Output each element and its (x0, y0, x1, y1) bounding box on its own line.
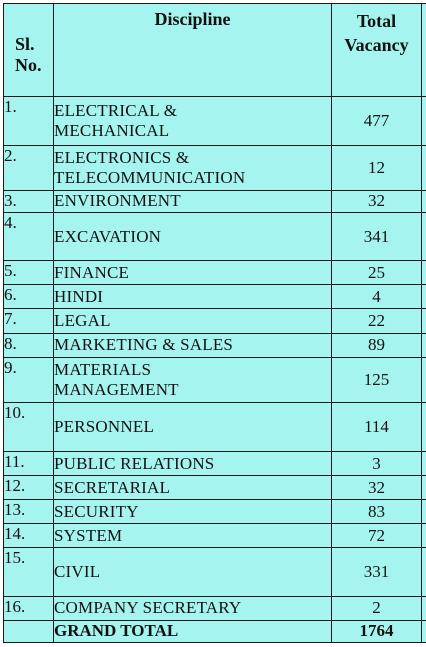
cell-sl-no: 13. (4, 500, 54, 524)
cell-sl-no: 15. (4, 548, 54, 596)
table-row (4, 500, 426, 524)
discipline-line1: PERSONNEL (54, 416, 155, 436)
cell-total-vacancy: 3 (332, 452, 422, 476)
header-sl-line2: No. (15, 55, 42, 75)
cell-total-vacancy: 12 (332, 145, 422, 190)
table-row (4, 476, 426, 500)
discipline-line1: ENVIRONMENT (54, 191, 181, 211)
cell-extra (422, 97, 426, 145)
cell-extra (422, 452, 426, 476)
cell-discipline (54, 333, 332, 357)
table-row (4, 596, 426, 620)
table-row (4, 97, 426, 145)
cell-extra (422, 476, 426, 500)
header-discipline: Discipline (54, 4, 332, 97)
table-row (4, 261, 426, 285)
cell-sl-no: 12. (4, 476, 54, 500)
discipline-line1: SECURITY (54, 501, 139, 521)
discipline-line1: ELECTRONICS & (54, 147, 190, 167)
discipline-line1: FINANCE (54, 262, 130, 282)
discipline-line1: SYSTEM (54, 525, 123, 545)
cell-sl-no: 1. (4, 97, 54, 145)
header-extra-cell (422, 4, 426, 97)
cell-sl-no: 7. (4, 309, 54, 333)
cell-discipline (54, 476, 332, 500)
cell-extra (422, 357, 426, 402)
table-row (4, 285, 426, 309)
cell-sl-no: 5. (4, 261, 54, 285)
header-vac-line2: Vacancy (344, 35, 409, 55)
cell-discipline (54, 596, 332, 620)
cell-extra (422, 620, 426, 642)
cell-discipline (54, 548, 332, 596)
cell-discipline (54, 97, 332, 145)
cell-discipline (54, 212, 332, 260)
cell-sl-no: 9. (4, 357, 54, 402)
discipline-line1: EXCAVATION (54, 226, 162, 246)
discipline-line1: CIVIL (54, 562, 101, 582)
cell-total-vacancy: 4 (332, 285, 422, 309)
cell-sl-no: 3. (4, 190, 54, 212)
cell-discipline (54, 285, 332, 309)
cell-extra (422, 145, 426, 190)
cell-extra (422, 190, 426, 212)
cell-extra (422, 212, 426, 260)
table-row (4, 452, 426, 476)
grand-total-label: GRAND TOTAL (54, 620, 332, 642)
cell-extra (422, 524, 426, 548)
cell-extra (422, 309, 426, 333)
discipline-line1: MARKETING & SALES (54, 335, 234, 355)
cell-discipline (54, 145, 332, 190)
cell-discipline (54, 261, 332, 285)
vacancy-table (3, 3, 426, 643)
table-row (4, 357, 426, 402)
cell-total-vacancy: 125 (332, 357, 422, 402)
cell-total-vacancy: 331 (332, 548, 422, 596)
cell-extra (422, 261, 426, 285)
discipline-line1: ELECTRICAL & (54, 101, 178, 121)
discipline-line1: COMPANY SECRETARY (54, 598, 242, 618)
cell-total-vacancy: 25 (332, 261, 422, 285)
table-row (4, 190, 426, 212)
cell-extra (422, 500, 426, 524)
cell-total-vacancy: 477 (332, 97, 422, 145)
table-row (4, 212, 426, 260)
cell-discipline (54, 402, 332, 451)
cell-total-vacancy: 114 (332, 402, 422, 451)
header-sl-no (4, 4, 54, 97)
table-header-row (4, 4, 426, 97)
cell-discipline (54, 357, 332, 402)
cell-extra (422, 596, 426, 620)
grand-total-row (4, 620, 426, 642)
discipline-line2: TELECOMMUNICATION (54, 167, 246, 187)
cell-sl-no: 16. (4, 596, 54, 620)
cell-sl-no: 2. (4, 145, 54, 190)
cell-total-vacancy: 32 (332, 476, 422, 500)
cell-total-blank (4, 620, 54, 642)
cell-sl-no: 11. (4, 452, 54, 476)
discipline-line2: MECHANICAL (54, 121, 170, 141)
cell-total-vacancy: 2 (332, 596, 422, 620)
cell-sl-no: 6. (4, 285, 54, 309)
cell-extra (422, 333, 426, 357)
grand-total-value: 1764 (332, 620, 422, 642)
table-row (4, 548, 426, 596)
cell-total-vacancy: 22 (332, 309, 422, 333)
table-row (4, 333, 426, 357)
cell-discipline (54, 190, 332, 212)
cell-discipline (54, 309, 332, 333)
cell-total-vacancy: 72 (332, 524, 422, 548)
table-row (4, 402, 426, 451)
table-row (4, 524, 426, 548)
cell-sl-no: 14. (4, 524, 54, 548)
cell-total-vacancy: 341 (332, 212, 422, 260)
cell-extra (422, 285, 426, 309)
cell-discipline (54, 500, 332, 524)
cell-total-vacancy: 89 (332, 333, 422, 357)
discipline-line2: MANAGEMENT (54, 379, 179, 399)
cell-discipline (54, 524, 332, 548)
discipline-line1: PUBLIC RELATIONS (54, 453, 215, 473)
discipline-line1: MATERIALS (54, 359, 152, 379)
cell-total-vacancy: 83 (332, 500, 422, 524)
header-sl-line1: Sl. (15, 34, 35, 54)
cell-sl-no: 10. (4, 402, 54, 451)
cell-extra (422, 402, 426, 451)
header-vac-line1: Total (356, 11, 397, 31)
table-row (4, 309, 426, 333)
cell-discipline (54, 452, 332, 476)
cell-sl-no: 8. (4, 333, 54, 357)
header-total-vacancy (332, 4, 422, 97)
cell-extra (422, 548, 426, 596)
discipline-line1: SECRETARIAL (54, 477, 171, 497)
cell-total-vacancy: 32 (332, 190, 422, 212)
discipline-line1: HINDI (54, 286, 104, 306)
discipline-line1: LEGAL (54, 310, 111, 330)
cell-sl-no: 4. (4, 212, 54, 260)
table-row (4, 145, 426, 190)
